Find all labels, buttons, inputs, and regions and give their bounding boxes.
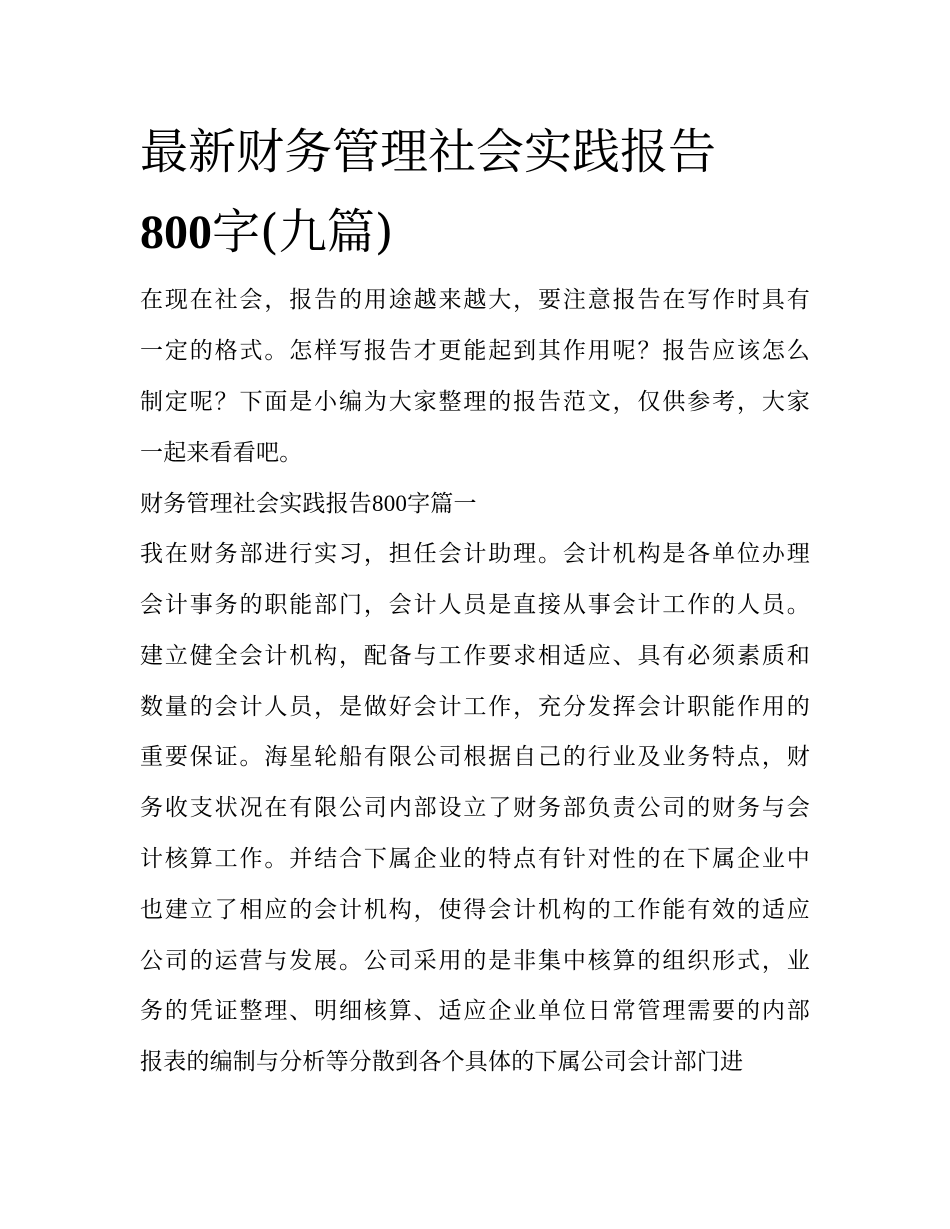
title-line-1: 最新财务管理社会实践报告 (140, 124, 717, 180)
body-line-6: 务收支状况在有限公司内部设立了财务部负责公司的财务与会 (140, 795, 810, 821)
title-number: 800 (140, 206, 212, 259)
body-line-5: 重要保证。海星轮船有限公司根据自己的行业及业务特点，财 (140, 744, 810, 770)
section-heading-number: 800 (372, 491, 408, 516)
intro-line-1: 在现在社会，报告的用途越来越大，要注意报告在写作时具有 (140, 287, 810, 313)
body-line-4: 数量的会计人员，是做好会计工作，充分发挥会计职能作用的 (140, 694, 810, 720)
body-line-10: 务的凭证整理、明细核算、适应企业单位日常管理需要的内部 (140, 998, 810, 1024)
body-line-9: 公司的运营与发展。公司采用的是非集中核算的组织形式，业 (140, 948, 810, 974)
section-heading-prefix: 财务管理社会实践报告 (140, 491, 372, 517)
section-heading-suffix: 字篇一 (407, 491, 477, 517)
body-line-1: 我在财务部进行实习，担任会计助理。会计机构是各单位办理 (140, 541, 810, 567)
body-line-11: 报表的编制与分析等分散到各个具体的下属公司会计部门进 (140, 1049, 744, 1075)
title-line-2-rest: 字(九篇) (212, 204, 394, 260)
section-heading (140, 489, 477, 519)
body-line-8: 也建立了相应的会计机构，使得会计机构的工作能有效的适应 (140, 897, 810, 923)
intro-line-2: 一定的格式。怎样写报告才更能起到其作用呢？报告应该怎么 (140, 338, 810, 364)
intro-line-3: 制定呢？下面是小编为大家整理的报告范文，仅供参考，大家 (140, 389, 810, 415)
body-line-3: 建立健全会计机构，配备与工作要求相适应、具有必须素质和 (140, 643, 810, 669)
body-line-2: 会计事务的职能部门，会计人员是直接从事会计工作的人员。 (140, 592, 810, 618)
document-title (140, 112, 840, 273)
body-line-7: 计核算工作。并结合下属企业的特点有针对性的在下属企业中 (140, 846, 810, 872)
intro-line-4: 一起来看看吧。 (140, 440, 303, 466)
